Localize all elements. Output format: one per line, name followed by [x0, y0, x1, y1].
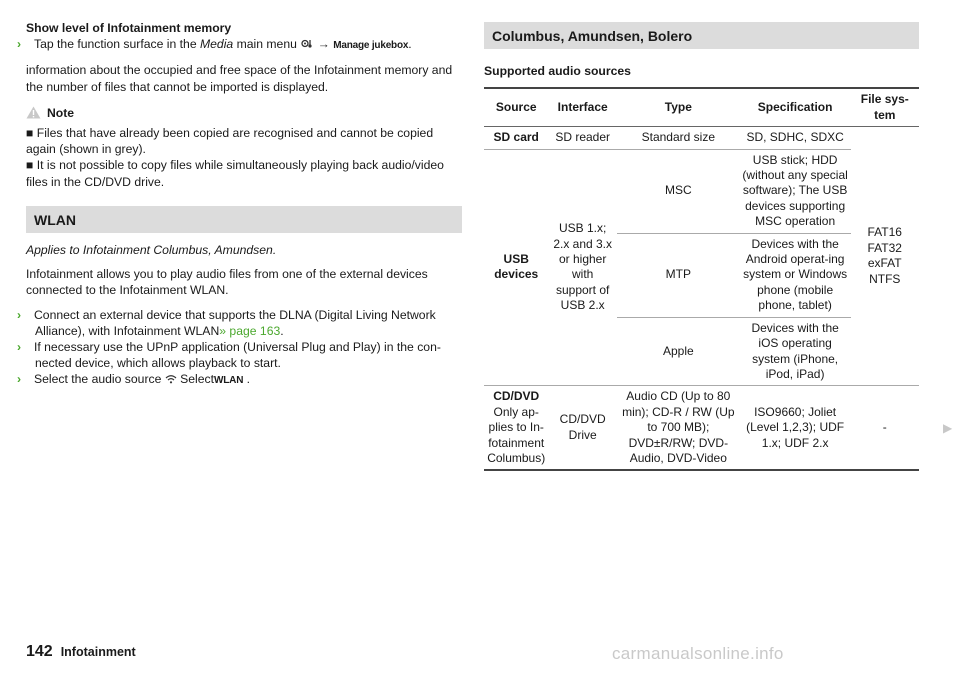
step-chevron: › [17, 372, 22, 387]
step-text: Select the audio source [34, 372, 165, 387]
step-text-mid: main menu [233, 37, 301, 52]
note-title: Note [47, 105, 75, 120]
step-chevron: › [17, 37, 22, 52]
arrow-text: → [317, 37, 330, 52]
header-source: Source [484, 88, 548, 126]
cell-type-sd: Standard size [617, 127, 740, 149]
step-chevron: › [17, 340, 22, 355]
step-text: Connect an external device that supports the DLNA (Digital Living Network Alliance), with Infotainment WLAN [34, 307, 436, 338]
watermark: carmanualsonline.info [612, 644, 784, 663]
table-header-row [484, 88, 919, 126]
cell-type-cd: Audio CD (Up to 80 min); CD-R / RW (Up to 700 MB); DVD±R/RW; DVD-Audio, DVD-Video [617, 386, 740, 471]
wifi-icon [165, 374, 177, 384]
cell-type-mtp: MTP [617, 233, 740, 317]
cell-type-apple: Apple [617, 317, 740, 386]
cell-spec-mtp: Devices with the Android operat-ing system or Windows phone (mobile phone, tablet) [740, 233, 851, 317]
memory-info: information about the occupied and free space of the Infotainment memory and the number of files that cannot be imported is displayed. [26, 63, 453, 94]
cell-source-cd [484, 386, 548, 471]
cell-type-msc: MSC [617, 149, 740, 233]
wlan-step-1 [17, 307, 462, 339]
cd-source-title: CD/DVD [493, 389, 540, 404]
header-type: Type [617, 88, 740, 126]
columbus-section-title: Columbus, Amundsen, Bolero [484, 22, 919, 49]
right-column [484, 22, 919, 471]
page-link[interactable]: » page 163 [219, 323, 281, 338]
step-end: . [243, 372, 251, 387]
cd-source-note: Only ap-plies to In-fotainment Columbus) [487, 404, 546, 465]
manage-jukebox-key: Manage jukebox [333, 40, 409, 52]
applies-text: Applies to Infotainment Columbus, Amundsen. [26, 243, 277, 258]
audio-sources-subhead: Supported audio sources [484, 64, 631, 79]
wlan-step-3 [17, 371, 462, 389]
note-item-1: ■ Files that have already been copied are recognised and cannot be copied again (shown in grey). [26, 126, 434, 157]
warning-triangle-icon [26, 106, 41, 119]
step-end: . [280, 323, 284, 338]
header-file-system: File sys-tem [851, 88, 920, 126]
cell-spec-cd: ISO9660; Joliet (Level 1,2,3); UDF 1.x; UDF 2.x [740, 386, 851, 471]
step-text-mid: Select [176, 372, 215, 387]
cell-filesystem-main: FAT16 FAT32 exFAT NTFS [851, 127, 920, 386]
continue-arrow-icon: ▶ [943, 421, 953, 435]
note-item-2: ■ It is not possible to copy files while simultaneously playing back audio/video files in the CD/DVD drive. [26, 158, 444, 189]
left-column [17, 20, 462, 390]
wlan-description: Infotainment allows you to play audio files from one of the external devices connected to the Infotainment WLAN. [26, 267, 428, 298]
cell-source-usb: USB devices [484, 149, 548, 386]
note-heading [26, 105, 462, 121]
table-row [484, 127, 919, 149]
header-specification: Specification [740, 88, 851, 126]
memory-step [17, 36, 462, 54]
wlan-step-2 [17, 339, 462, 371]
cell-filesystem-cd: - [851, 386, 920, 471]
cell-source-sd: SD card [484, 127, 548, 149]
header-interface: Interface [548, 88, 616, 126]
cell-interface-sd: SD reader [548, 127, 616, 149]
step-end: . [408, 37, 412, 52]
page-number: 142 [26, 643, 53, 660]
step-text: Tap the function surface in the [34, 37, 200, 52]
page-footer [26, 644, 136, 660]
table-row [484, 386, 919, 471]
cell-spec-sd: SD, SDHC, SDXC [740, 127, 851, 149]
step-chevron: › [17, 307, 22, 322]
step-text: If necessary use the UPnP application (Universal Plug and Play) in the con-nected device, which allows playback to start. [34, 340, 441, 371]
wlan-section-title: WLAN [26, 206, 462, 233]
cell-spec-apple: Devices with the iOS operating system (iPhone, iPod, iPad) [740, 317, 851, 386]
footer-label: Infotainment [60, 645, 136, 659]
cell-spec-msc: USB stick; HDD (without any special software); The USB devices supporting MSC operation [740, 149, 851, 233]
cell-interface-usb: USB 1.x; 2.x and 3.x or higher with support of USB 2.x [548, 149, 616, 386]
media-settings-icon [300, 38, 314, 49]
memory-heading: Show level of Infotainment memory [26, 21, 232, 35]
media-term: Media [200, 37, 234, 52]
cell-interface-cd: CD/DVD Drive [548, 386, 616, 471]
wlan-key: WLAN [214, 375, 244, 387]
audio-sources-table [484, 87, 919, 471]
